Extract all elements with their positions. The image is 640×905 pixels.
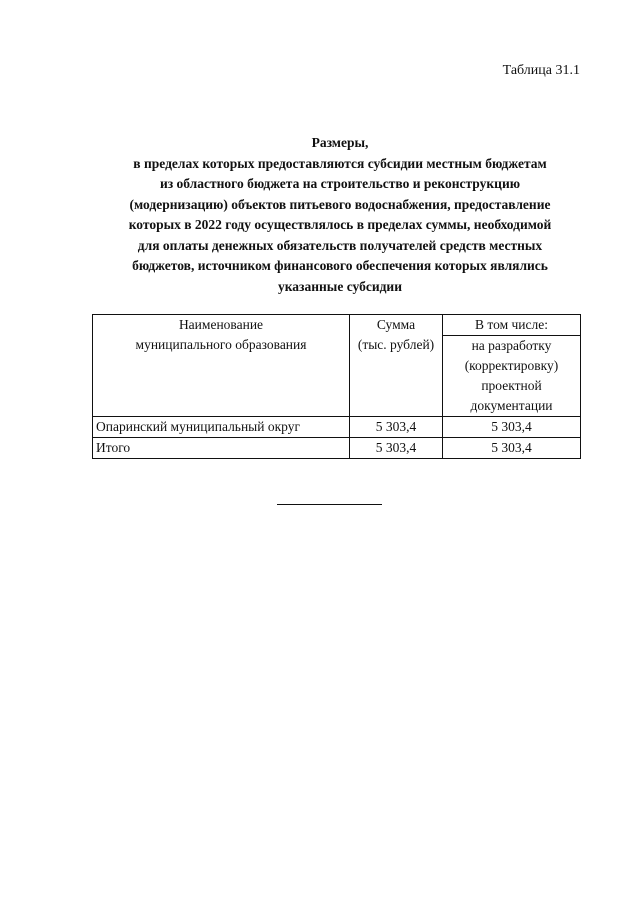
header-municipality-line2: муниципального образования bbox=[135, 337, 307, 352]
header-design-line4: документации bbox=[470, 398, 553, 413]
total-label: Итого bbox=[93, 438, 350, 459]
total-sum: 5 303,4 bbox=[350, 438, 443, 459]
table-number: Таблица 31.1 bbox=[502, 63, 580, 78]
total-design-amount: 5 303,4 bbox=[443, 438, 581, 459]
title-line: из областного бюджета на строительство и реконструкцию bbox=[159, 176, 521, 191]
title-line: (модернизацию) объектов питьевого водоснабжения, предоставление bbox=[129, 196, 551, 212]
table-header-row bbox=[93, 315, 581, 336]
title-line: которых в 2022 году осуществлялось в пределах суммы, необходимой bbox=[128, 217, 552, 232]
header-sum-line1: Сумма bbox=[376, 317, 416, 332]
title-line: Размеры, bbox=[311, 135, 369, 150]
title-line: в пределах которых предоставляются субсидии местным бюджетам bbox=[133, 155, 547, 171]
header-municipality-line1: Наименование bbox=[178, 317, 264, 332]
closing-divider bbox=[277, 504, 382, 505]
title-line: бюджетов, источником финансового обеспечения которых являлись bbox=[132, 258, 548, 273]
title-line: указанные субсидии bbox=[277, 278, 402, 294]
row-design-amount: 5 303,4 bbox=[443, 417, 581, 438]
header-sum bbox=[350, 315, 443, 417]
header-design-line1: на разработку bbox=[471, 338, 552, 353]
header-design-line2: (корректировку) bbox=[464, 358, 559, 373]
subsidy-table bbox=[92, 314, 581, 459]
table-total-row bbox=[93, 438, 581, 459]
table-row bbox=[93, 417, 581, 438]
header-municipality bbox=[93, 315, 350, 417]
row-municipality-name: Опаринский муниципальный округ bbox=[93, 417, 350, 438]
header-including: В том числе: bbox=[443, 315, 581, 336]
row-sum: 5 303,4 bbox=[350, 417, 443, 438]
title-line: для оплаты денежных обязательств получателей средств местных bbox=[137, 237, 543, 253]
header-design-line3: проектной bbox=[481, 378, 542, 393]
header-design-docs bbox=[443, 336, 581, 417]
document-title bbox=[90, 133, 590, 297]
header-sum-line2: (тыс. рублей) bbox=[357, 337, 435, 352]
